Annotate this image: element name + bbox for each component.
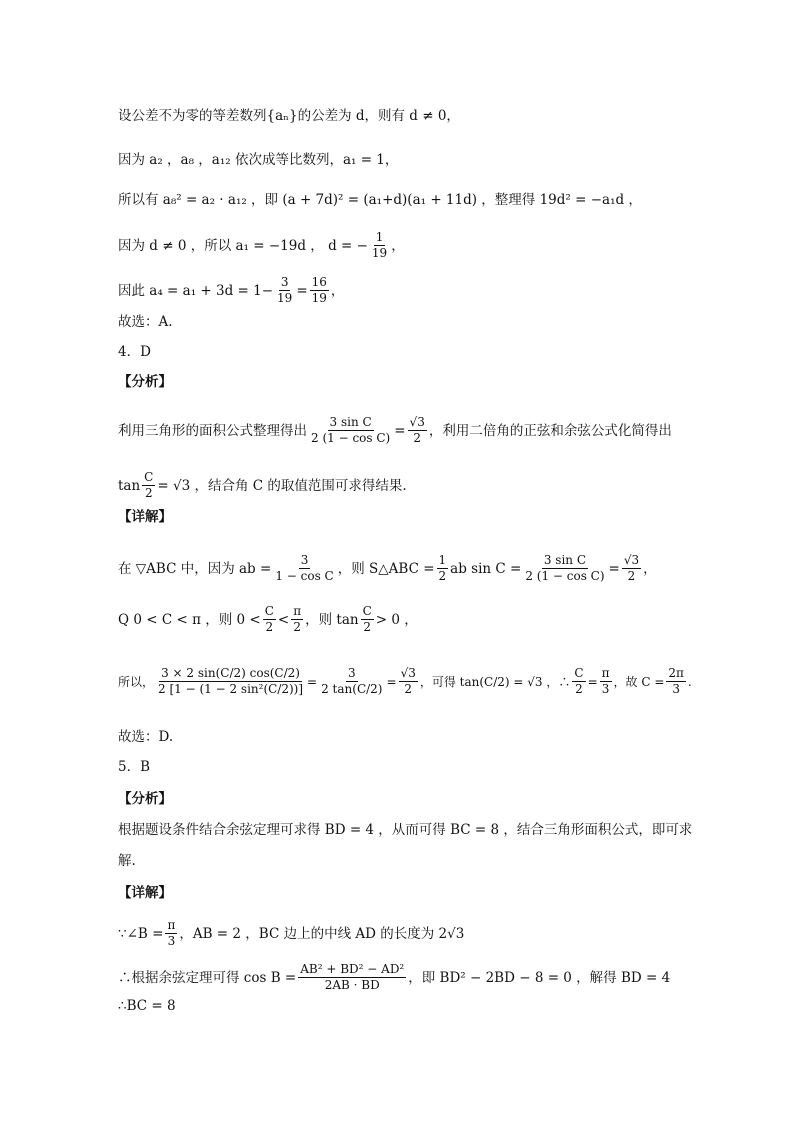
fraction-numerator: π (601, 666, 610, 680)
text-segment: 的公差为 d，则有 d ≠ 0， (297, 108, 460, 124)
text-line (118, 553, 714, 584)
fraction-denominator: 3 (601, 682, 610, 696)
fraction-denominator: 3 (672, 682, 680, 696)
text-segment: = √3 ，结合角 C 的取值范围可求得结果. (157, 477, 407, 494)
text-segment: ，即 BD² − 2BD − 8 = 0 ，解得 BD = 4 (408, 969, 671, 986)
text-line (118, 150, 714, 170)
fraction-numerator: 16 (311, 275, 327, 289)
text-line (118, 666, 714, 697)
text-segment: = (608, 560, 620, 577)
section-heading (118, 883, 714, 903)
text-segment: tan (118, 477, 141, 494)
question-label: 5．B (118, 759, 151, 775)
fraction-denominator: 2 (265, 620, 274, 634)
text-segment: > 0 ， (375, 611, 418, 628)
text-line (118, 106, 714, 126)
analysis-heading: 【分析】 (118, 791, 172, 807)
text-line (118, 312, 714, 332)
text-line (118, 415, 714, 446)
fraction-numerator: 1 (375, 230, 384, 244)
fraction-denominator: 19 (371, 246, 388, 260)
fraction-numerator: AB² + BD² − AD² (300, 962, 405, 976)
fraction (273, 553, 335, 584)
fraction (298, 962, 406, 993)
sequence-notation: {aₙ} (266, 108, 298, 124)
text-line (118, 190, 714, 210)
fraction-numerator: 3 sin C (329, 415, 372, 429)
text-segment: = (587, 674, 598, 689)
fraction-numerator: C (362, 604, 372, 618)
text-segment: = (386, 674, 397, 689)
fraction-denominator: 2 (404, 682, 413, 696)
text-segment: 利用三角形的面积公式整理得出 (118, 422, 307, 439)
fraction-numerator: 3 (300, 553, 309, 567)
fraction (319, 666, 384, 697)
fraction-denominator: 19 (311, 291, 327, 305)
question-number (118, 342, 714, 362)
fraction-numerator: 1 (438, 553, 447, 567)
fraction-denominator: 2 (575, 682, 583, 696)
text-segment: ， (643, 560, 657, 577)
fraction (666, 666, 686, 697)
fraction-numerator: π (167, 918, 176, 932)
fraction (142, 470, 155, 501)
question-number (118, 757, 714, 777)
section-heading (118, 507, 714, 527)
text-segment: Q 0 < C < π ，则 0 < (118, 611, 261, 628)
text-segment: = (394, 422, 406, 439)
fraction-denominator: 2 [1 − (1 − 2 sin²(C/2))] (158, 682, 304, 696)
text-line (118, 275, 714, 306)
fraction-denominator: 3 (167, 934, 176, 948)
question-label: 4．D (118, 344, 151, 360)
text-segment: . (687, 674, 692, 689)
fraction (523, 553, 606, 584)
fraction-denominator: 2 (438, 569, 447, 583)
answer-text: 故选：D. (118, 729, 174, 745)
text-segment: ∴BC = 8 (118, 998, 176, 1014)
fraction (275, 275, 294, 306)
fraction-numerator: 3 × 2 sin(C/2) cos(C/2) (161, 666, 300, 680)
fraction-denominator: 2AB · BD (324, 978, 380, 992)
fraction (370, 230, 389, 261)
fraction-denominator: 2 (413, 431, 421, 445)
fraction-denominator: 19 (277, 291, 293, 305)
fraction-numerator: √3 (623, 553, 640, 567)
text-line (118, 820, 714, 840)
text-line (118, 962, 714, 993)
text-segment: 所以， (118, 674, 155, 689)
text-segment: ， (330, 282, 345, 299)
fraction (361, 604, 374, 635)
fraction-numerator: C (264, 604, 274, 618)
text-segment: 根据题设条件结合余弦定理可求得 BD = 4 ，从而可得 BC = 8 ，结合三角形面积公式，即可求 (118, 822, 693, 838)
fraction (156, 666, 305, 697)
text-segment: ，则 S△ABC = (337, 560, 435, 577)
fraction-denominator: 2 (1 − cos C) (525, 569, 605, 583)
text-segment: ，利用二倍角的正弦和余弦公式化简得出 (428, 422, 672, 439)
fraction-denominator: 2 (293, 620, 301, 634)
fraction-denominator: 2 tan(C/2) (321, 682, 383, 696)
fraction (309, 415, 392, 446)
text-line (118, 851, 714, 871)
fraction (263, 604, 276, 635)
answer-text: 故选：A. (118, 314, 173, 330)
text-segment: < (277, 611, 290, 628)
text-segment: ∴根据余弦定理可得 cos B = (118, 969, 297, 986)
text-segment: ，可得 tan(C/2) = √3 ，∴ (419, 674, 571, 689)
fraction-numerator: C (574, 666, 584, 680)
text-segment: = (296, 282, 308, 299)
text-segment: 在 ▽ABC 中，因为 ab = (118, 560, 272, 577)
fraction-numerator: C (144, 470, 154, 484)
text-line (118, 727, 714, 747)
analysis-heading: 【分析】 (118, 374, 172, 390)
text-line (118, 230, 714, 261)
detail-heading: 【详解】 (118, 885, 172, 901)
text-segment: ， (391, 237, 405, 254)
text-line (118, 470, 714, 501)
fraction-denominator: 2 (144, 486, 153, 500)
section-heading (118, 372, 714, 392)
fraction-numerator: 2π (668, 666, 684, 680)
text-segment: 因此 a₄ = a₁ + 3d = 1− (118, 282, 274, 299)
fraction-numerator: 3 (347, 666, 356, 680)
text-segment: 因为 d ≠ 0 ，所以 a₁ = −19d ， d = − (118, 237, 368, 254)
text-line (118, 996, 714, 1016)
fraction-numerator: √3 (400, 666, 416, 680)
text-segment: 所以有 a₈² = a₂ · a₁₂ ，即 (a + 7d)² = (a₁+d)(a₁ + 11d) ，整理得 19d² = −a₁d ， (118, 192, 642, 208)
text-line (118, 604, 714, 635)
text-segment: ，AB = 2 ，BC 边上的中线 AD 的长度为 2√3 (179, 925, 465, 942)
fraction-denominator: 2 (363, 620, 371, 634)
text-segment: ，则 tan (305, 611, 359, 628)
fraction (600, 666, 612, 697)
text-segment: 解. (118, 853, 136, 869)
fraction-numerator: π (293, 604, 302, 618)
fraction (291, 604, 303, 635)
text-segment: = (307, 674, 318, 689)
detail-heading: 【详解】 (118, 509, 172, 525)
fraction-denominator: 1 − cos C (275, 569, 334, 583)
fraction (572, 666, 585, 697)
text-segment: ∵∠B = (118, 925, 164, 942)
fraction (165, 918, 177, 949)
fraction (622, 553, 641, 584)
fraction (437, 553, 449, 584)
section-heading (118, 789, 714, 809)
fraction-numerator: 3 (280, 275, 289, 289)
text-segment: 因为 a₂ ，a₈ ，a₁₂ 依次成等比数列，a₁ = 1， (118, 152, 399, 168)
text-line (118, 918, 714, 949)
fraction (399, 666, 418, 697)
text-segment: 设公差不为零的等差数列 (118, 108, 267, 124)
text-segment: ab sin C = (450, 560, 522, 577)
fraction (310, 275, 329, 306)
text-segment: ，故 C = (613, 674, 665, 689)
fraction-denominator: 2 (627, 569, 636, 583)
fraction-denominator: 2 (1 − cos C) (311, 431, 391, 445)
fraction-numerator: √3 (409, 415, 425, 429)
fraction (408, 415, 427, 446)
fraction-numerator: 3 sin C (543, 553, 587, 567)
